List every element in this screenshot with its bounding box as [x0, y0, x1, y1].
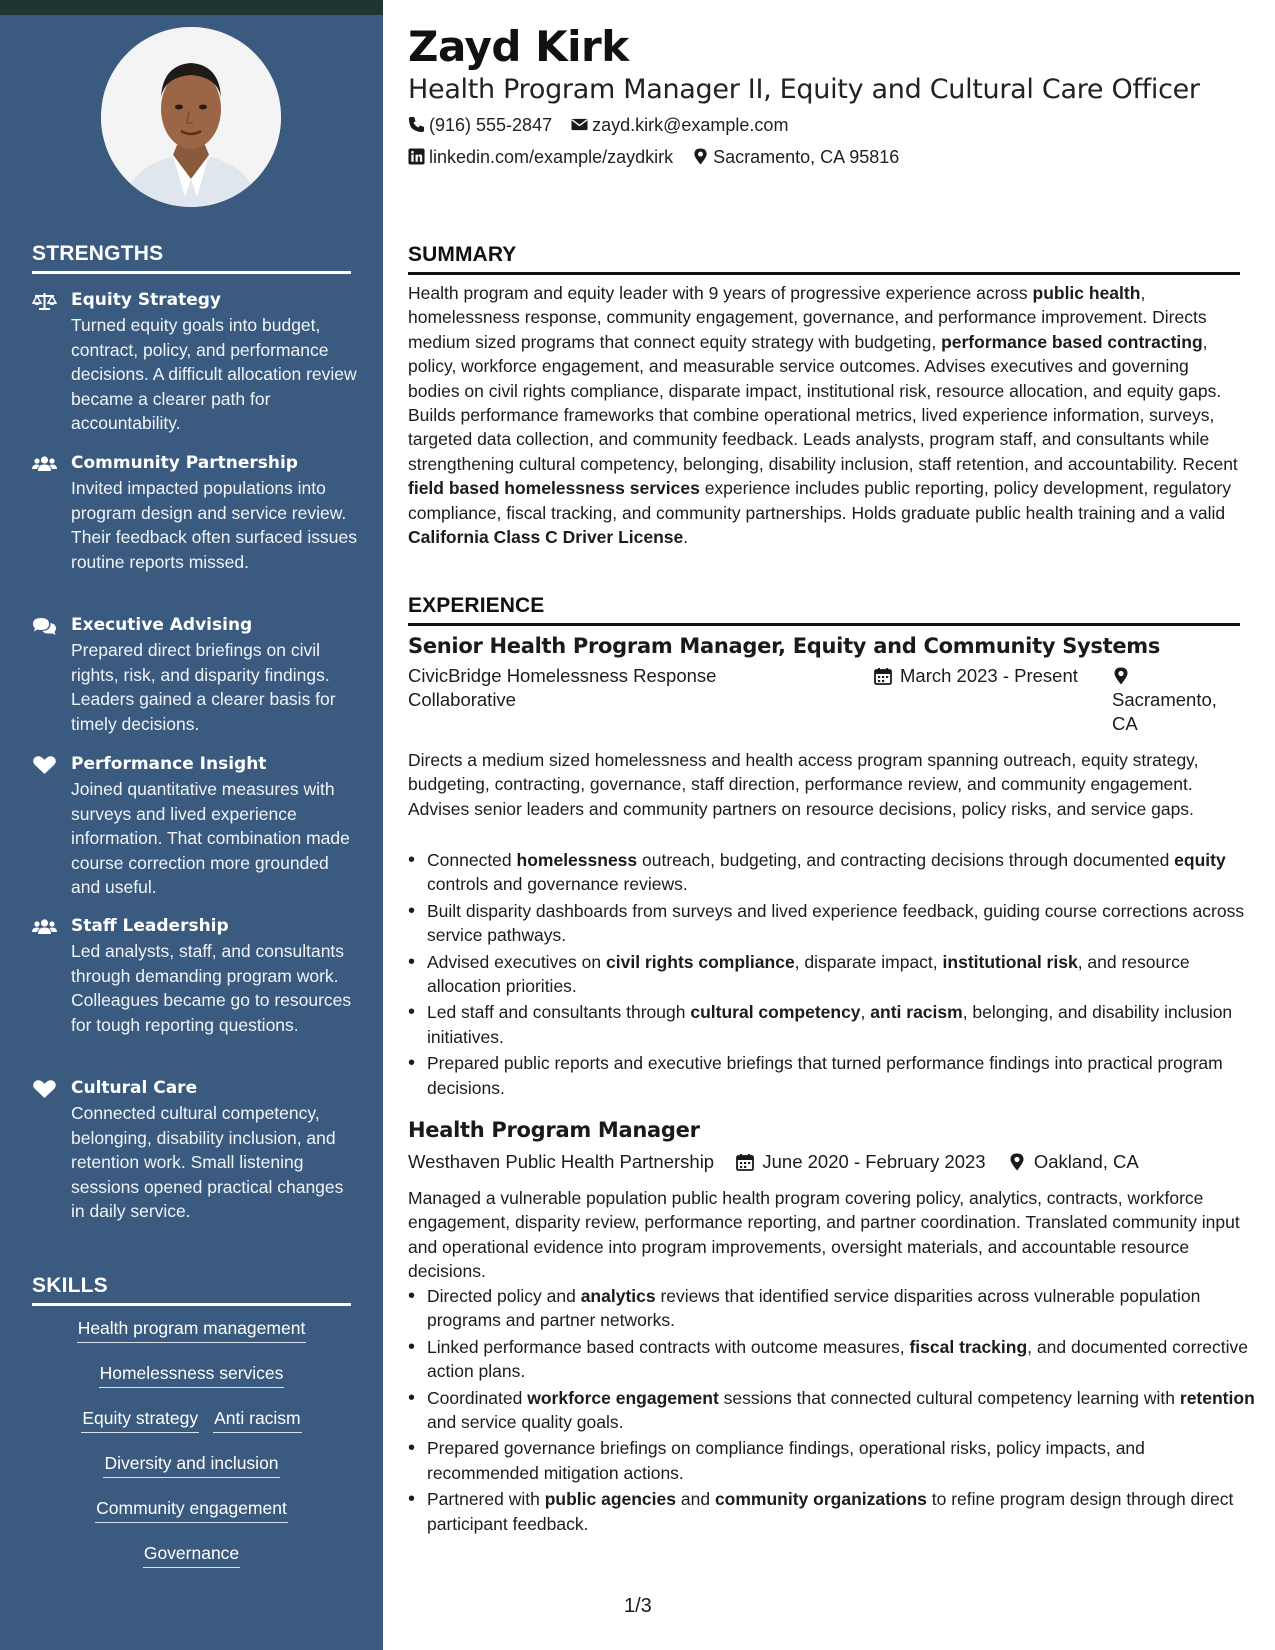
candidate-title: Health Program Manager II, Equity and Cultural Care Officer: [408, 74, 1200, 105]
job-org: Westhaven Public Health Partnership: [408, 1151, 715, 1172]
text-run: , policy, workforce engagement, and measurable service outcomes. Advises executives and governing bodies on civil rights compliance, disparate impact, institutional risk, resource allocation, and equity gaps. Builds performance frameworks that combine operational metrics, lived experience information, surveys, targeted data collection, and community feedback. Leads analysts, program staff, and consultants while strengthening cultural competency, belonging, disability inclusion, staff retention, and accountability. Recent: [408, 331, 1238, 474]
contact-phone: [408, 115, 557, 135]
sidebar-top-band: [0, 0, 383, 15]
skill-row: [32, 1451, 351, 1496]
text-run: Prepared public reports and executive briefings that turned performance findings into practical program decisions.: [427, 1053, 1223, 1098]
text-run: Connected: [427, 850, 517, 870]
strength-title: Equity Strategy: [71, 290, 221, 310]
bullet-item: [427, 950, 1259, 999]
bold-phrase: institutional risk: [942, 951, 1078, 972]
text-run: sessions that connected cultural competency learning with: [718, 1387, 1180, 1408]
map-pin-icon: [1008, 1153, 1026, 1171]
skill-tag: Governance: [143, 1541, 240, 1568]
bold-phrase: cultural competency: [690, 1002, 861, 1023]
summary-text: [408, 281, 1240, 549]
linkedin-text: linkedin.com/example/zaydkirk: [429, 147, 674, 167]
text-run: ,: [860, 1002, 871, 1023]
bold-phrase: equity: [1174, 850, 1226, 870]
job-meta-line: [408, 1150, 1139, 1174]
candidate-name: Zayd Kirk: [408, 22, 629, 71]
bold-phrase: public agencies: [544, 1489, 676, 1510]
strength-title: Performance Insight: [71, 754, 267, 774]
text-run: Built disparity dashboards from surveys and lived experience feedback, guiding course corrections across service pathways.: [427, 900, 1245, 946]
text-run: to refine program design through direct participant feedback.: [427, 1489, 1234, 1534]
bullet-item: [427, 1000, 1259, 1049]
bullet-item: [427, 848, 1259, 897]
summary-heading: SUMMARY: [408, 242, 1240, 275]
bullet-item: [427, 899, 1259, 948]
calendar-icon: [736, 1153, 754, 1171]
avatar: [101, 27, 281, 207]
bold-phrase: homelessness: [516, 850, 638, 870]
users-icon: [32, 454, 57, 474]
strength-desc: Led analysts, staff, and consultants through demanding program work. Colleagues became go to resources for tough reporting questions.: [71, 941, 352, 1035]
strength-desc: Invited impacted populations into program design and service review. Their feedback often surfaced issues routine reports missed.: [71, 478, 357, 572]
skill-tag: Equity strategy: [81, 1406, 199, 1433]
bold-phrase: anti racism: [870, 1002, 963, 1023]
bullet-item: [427, 1436, 1259, 1485]
job-dates: [874, 664, 1078, 688]
strength-desc: Prepared direct briefings on civil rights, risk, and disparity findings. Leaders gained a clearer basis for timely decisions.: [71, 640, 336, 734]
job-title: Senior Health Program Manager, Equity and Community Systems: [408, 634, 1161, 658]
text-run: , and documented corrective action plans.: [427, 1336, 1248, 1382]
phone-text: (916) 555-2847: [429, 115, 553, 135]
bold-phrase: workforce engagement: [527, 1387, 719, 1408]
bold-phrase: public health: [1032, 283, 1141, 303]
scale-icon: [32, 291, 57, 311]
calendar-icon: [874, 667, 892, 685]
bullet-item: [427, 1386, 1259, 1435]
skill-tag: Anti racism: [213, 1406, 302, 1433]
skill-tag: Community engagement: [95, 1496, 288, 1523]
text-run: .: [683, 527, 689, 548]
bold-phrase: fiscal tracking: [909, 1336, 1028, 1357]
text-run: , and resource allocation priorities.: [427, 951, 1190, 997]
linkedin-icon: [408, 148, 425, 165]
strength-title: Executive Advising: [71, 615, 253, 635]
bullet-item: [427, 1335, 1259, 1384]
text-run: outreach, budgeting, and contracting decisions through documented: [637, 850, 1175, 870]
job-location: [1112, 664, 1240, 736]
skill-row: [32, 1496, 351, 1541]
contact-line-2: [408, 145, 913, 169]
text-run: controls and governance reviews.: [427, 874, 688, 895]
text-run: and service quality goals.: [427, 1412, 624, 1433]
comments-icon: [32, 616, 57, 636]
job-bullets: [408, 848, 1259, 1102]
avatar-photo: [101, 27, 281, 207]
text-run: Linked performance based contracts with outcome measures,: [427, 1336, 910, 1357]
bold-phrase: analytics: [580, 1286, 656, 1306]
envelope-icon: [571, 116, 588, 133]
heart-icon: [32, 755, 57, 775]
contact-email[interactable]: [571, 115, 788, 135]
job-location-text: Sacramento, CA: [1112, 689, 1217, 734]
bold-phrase: retention: [1179, 1387, 1255, 1408]
skill-row: [32, 1361, 351, 1406]
skill-row: [32, 1541, 351, 1586]
job-dates-text: March 2023 - Present: [900, 665, 1078, 686]
skill-tag: Homelessness services: [99, 1361, 285, 1388]
job-description: Managed a vulnerable population public health program covering policy, analytics, contracts, workforce engagement, disparity review, performance reporting, and partner coordination. Translated community input and operational evidence into program improvements, oversight materials, and accountable resource decisions.: [408, 1188, 1240, 1282]
bullet-item: [427, 1051, 1259, 1100]
skills-heading: SKILLS: [32, 1274, 351, 1306]
text-run: Coordinated: [427, 1387, 528, 1408]
strength-title: Cultural Care: [71, 1078, 198, 1098]
skills-list: [32, 1316, 351, 1586]
text-run: Prepared governance briefings on compliance findings, operational risks, policy impacts, and recommended mitigation actions.: [427, 1438, 1145, 1483]
map-pin-icon: [692, 148, 709, 165]
phone-icon: [408, 116, 425, 133]
skill-tag: Diversity and inclusion: [103, 1451, 279, 1478]
text-run: reviews that identified service disparities across vulnerable population programs and partner networks.: [427, 1286, 1201, 1331]
bullet-item: [427, 1284, 1259, 1333]
bold-phrase: field based homelessness services: [408, 478, 700, 499]
bold-phrase: community organizations: [714, 1489, 927, 1510]
job-org: CivicBridge Homelessness Response Collaborative: [408, 665, 717, 710]
page-number: 1/3: [624, 1595, 652, 1617]
text-run: Advised executives on: [427, 951, 606, 972]
contact-location: [692, 147, 899, 167]
job-bullets: [408, 1284, 1259, 1538]
bold-phrase: performance based contracting: [941, 331, 1203, 352]
strength-title: Community Partnership: [71, 453, 298, 473]
text-run: Directed policy and: [427, 1286, 581, 1306]
job-description: Directs a medium sized homelessness and health access program spanning outreach, equity strategy, budgeting, contracting, governance, staff direction, performance review, and community engagement. Advises senior leaders and community partners on resource decisions, policy risks, and service gaps.: [408, 750, 1199, 819]
text-run: , disparate impact,: [794, 951, 943, 972]
users-icon: [32, 917, 57, 937]
bullet-item: [427, 1487, 1259, 1536]
bold-phrase: civil rights compliance: [606, 951, 795, 972]
strength-desc: Connected cultural competency, belonging, disability inclusion, and retention work. Small listening sessions opened practical changes in daily service.: [71, 1103, 344, 1221]
strengths-heading: STRENGTHS: [32, 242, 351, 274]
text-run: experience includes public reporting, policy development, regulatory compliance, fiscal tracking, and community partnerships. Holds graduate public health training and a valid: [408, 478, 1231, 523]
contact-line-1: [408, 113, 802, 137]
job-title: Health Program Manager: [408, 1118, 700, 1142]
strength-desc: Joined quantitative measures with surveys and lived experience information. That combination made course correction more grounded and useful.: [71, 779, 350, 897]
contact-linkedin[interactable]: [408, 147, 678, 167]
text-run: and: [676, 1489, 715, 1510]
text-run: , homelessness response, community engagement, governance, and performance improvement. Directs medium sized programs that connect equity strategy with budgeting,: [408, 283, 1207, 352]
text-run: , belonging, and disability inclusion initiatives.: [427, 1002, 1233, 1047]
email-text: zayd.kirk@example.com: [592, 115, 789, 135]
heart-icon: [32, 1079, 57, 1099]
text-run: Health program and equity leader with 9 years of progressive experience across: [408, 283, 1033, 303]
location-text: Sacramento, CA 95816: [713, 147, 900, 167]
skill-tag: Health program management: [77, 1316, 307, 1343]
text-run: Led staff and consultants through: [427, 1002, 691, 1023]
job-dates-text: June 2020 - February 2023: [762, 1151, 986, 1172]
job-location-text: Oakland, CA: [1033, 1151, 1139, 1172]
map-pin-icon: [1112, 667, 1130, 685]
sidebar: [0, 0, 383, 1650]
strength-desc: Turned equity goals into budget, contract, policy, and performance decisions. A difficult allocation review became a clearer path for accountability.: [71, 315, 357, 433]
skill-row: [32, 1406, 351, 1451]
experience-heading: EXPERIENCE: [408, 593, 1240, 626]
strength-title: Staff Leadership: [71, 916, 229, 936]
skill-row: [32, 1316, 351, 1361]
text-run: Partnered with: [427, 1489, 545, 1510]
bold-phrase: California Class C Driver License: [408, 527, 684, 548]
